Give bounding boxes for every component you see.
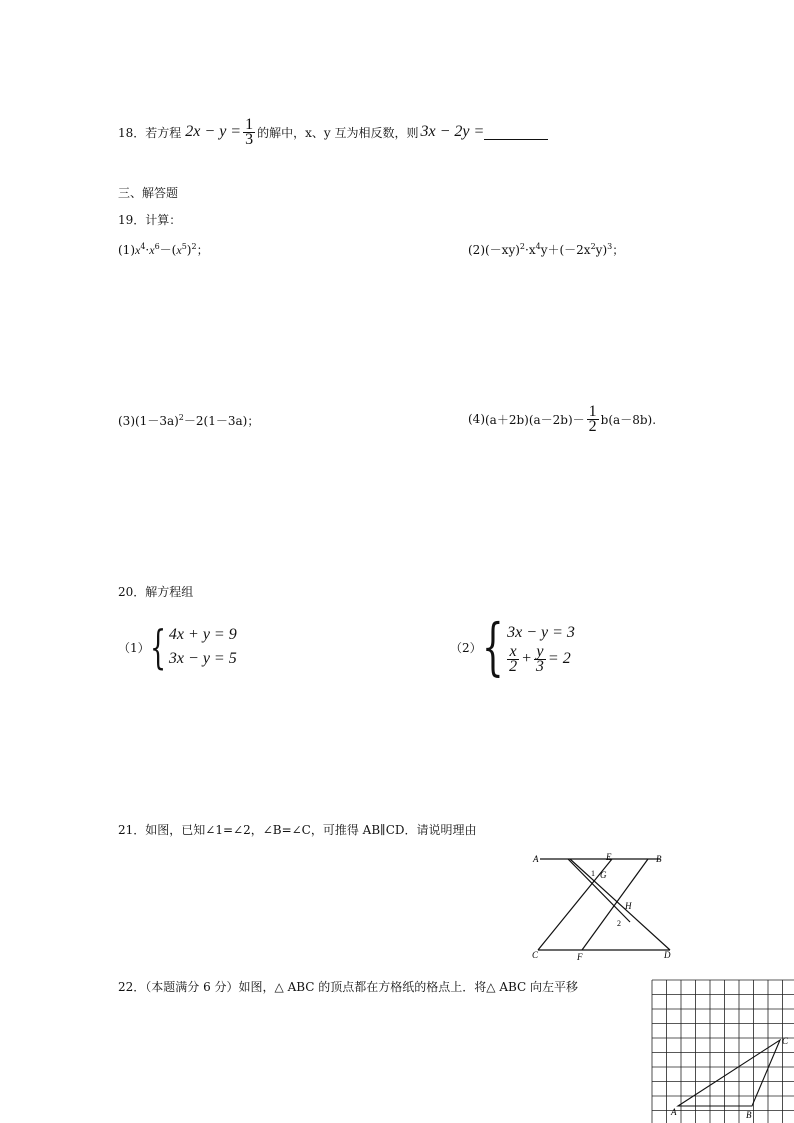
q20-s1-label: （1）: [118, 640, 150, 655]
q19-p2-exp: 2: [590, 242, 596, 251]
q19-p4-frac-den: 2: [588, 417, 597, 435]
q20-s2-frac-x-num: x: [509, 642, 517, 660]
question-22-text: 22．（本题满分 6 分）如图，△ ABC 的顶点都在方格纸的格点上．将△ ABC 向左平移: [118, 980, 579, 994]
q20-s2-frac-y: [534, 642, 546, 675]
q20-system-2: [450, 610, 575, 683]
q19-p1-exp: 6: [154, 242, 160, 251]
q19-part-2: [468, 241, 624, 258]
q19-p2-term: y): [595, 243, 608, 257]
q19-p2-term: (－xy): [485, 243, 520, 257]
q20-s2-rhs: = 2: [547, 650, 571, 667]
q21-label-d: D: [664, 950, 671, 960]
q22-label-c: C: [782, 1036, 789, 1046]
q18-text-b: 的解中，x、y 互为相反数，则: [257, 125, 419, 140]
question-21-text: 21．如图，已知∠1=∠2，∠B=∠C，可推得 AB∥CD．请说明理由: [118, 823, 477, 837]
q21-figure: [530, 850, 680, 962]
q18-eq-right: 3x − 2y =: [420, 123, 485, 140]
q19-p3-exp: 2: [178, 413, 184, 422]
q20-system-1: [118, 622, 237, 672]
q21-label-c: C: [532, 950, 539, 960]
q19-p2-exp: 3: [607, 242, 613, 251]
q19-part-4: [468, 400, 656, 438]
q21-label-b: B: [656, 854, 662, 864]
q20-s2-frac-x-den: 2: [509, 657, 518, 675]
q19-p1-exp: 2: [191, 242, 197, 251]
q21-label-angle-2: 2: [617, 919, 621, 928]
q19-p1-term: x: [135, 243, 141, 257]
q22-label-a: A: [671, 1107, 677, 1117]
q19-p3-label: (3): [118, 414, 135, 428]
q20-s2-eq1: 3x − y = 3: [507, 623, 575, 641]
q19-p1-paren: ): [186, 243, 192, 257]
q19-p4-term: (a＋2b)(a－2b)－: [485, 412, 585, 427]
q19-p1-dot: ·: [145, 243, 150, 257]
q21-label-a: A: [533, 854, 539, 864]
q21-label-e: E: [606, 852, 612, 862]
q22-label-b: B: [746, 1110, 752, 1120]
q19-p1-exp: 5: [181, 242, 187, 251]
left-brace-icon: {: [481, 610, 504, 683]
q19-p3-term: (1－3a): [135, 414, 179, 428]
q19-p1-term: x: [176, 243, 182, 257]
left-brace-icon: {: [149, 620, 166, 674]
q19-p2-end: ；: [612, 243, 625, 257]
q18-text-a: 若方程: [145, 125, 182, 140]
q18-frac-den: 3: [245, 130, 254, 148]
q20-s2-frac-x: [507, 642, 519, 675]
q19-p4-term: b(a－8b).: [600, 412, 657, 427]
q19-p2-exp: 2: [519, 242, 526, 251]
q18-answer-blank[interactable]: [484, 125, 548, 140]
question-19-title: 19．计算：: [118, 213, 182, 227]
q20-s2-frac-y-den: 3: [535, 657, 544, 675]
q19-p2-exp: 4: [535, 242, 541, 251]
section-3-title: 三、解答题: [118, 186, 179, 200]
q19-p1-op: －(: [159, 243, 177, 257]
q19-p1-term: x: [149, 243, 155, 257]
q21-label-angle-1: 1: [591, 869, 595, 878]
q19-p1-end: ；: [196, 243, 209, 257]
question-18: [118, 112, 548, 152]
q19-p1-label: (1): [118, 243, 135, 257]
q19-p2-label: (2): [468, 243, 485, 257]
q22-grid-figure: [650, 978, 794, 1123]
q21-label-f: F: [577, 952, 583, 962]
q19-p2-term: y＋(－2x: [540, 243, 591, 257]
q18-number: 18．: [118, 125, 146, 140]
q20-s1-eq2: 3x − y = 5: [168, 650, 237, 667]
q18-eq-left: 2x − y =: [185, 123, 242, 140]
q19-part-1: [118, 241, 209, 258]
q20-s1-eq1: 4x + y = 9: [168, 626, 237, 643]
q19-p1-exp: 4: [140, 242, 146, 251]
q19-p2-term: ·x: [525, 243, 536, 257]
q19-p3-term: －2(1－3a)；: [183, 414, 260, 428]
q19-p4-fraction: [587, 402, 599, 435]
q20-s2-eq2: [507, 642, 575, 675]
q20-s2-plus: +: [521, 650, 532, 667]
q20-s2-label: （2）: [450, 640, 482, 655]
q21-label-g: G: [600, 870, 607, 880]
q18-frac-num: 1: [245, 115, 254, 133]
q18-fraction: [243, 115, 255, 148]
q22-grid: [652, 980, 794, 1123]
q20-s2-frac-y-num: y: [536, 642, 544, 660]
q19-p4-label: (4): [468, 412, 485, 426]
q21-label-h: H: [625, 901, 632, 911]
question-20-title: 20．解方程组: [118, 585, 194, 599]
q19-part-3: [118, 412, 259, 429]
q19-p4-frac-num: 1: [588, 402, 597, 420]
